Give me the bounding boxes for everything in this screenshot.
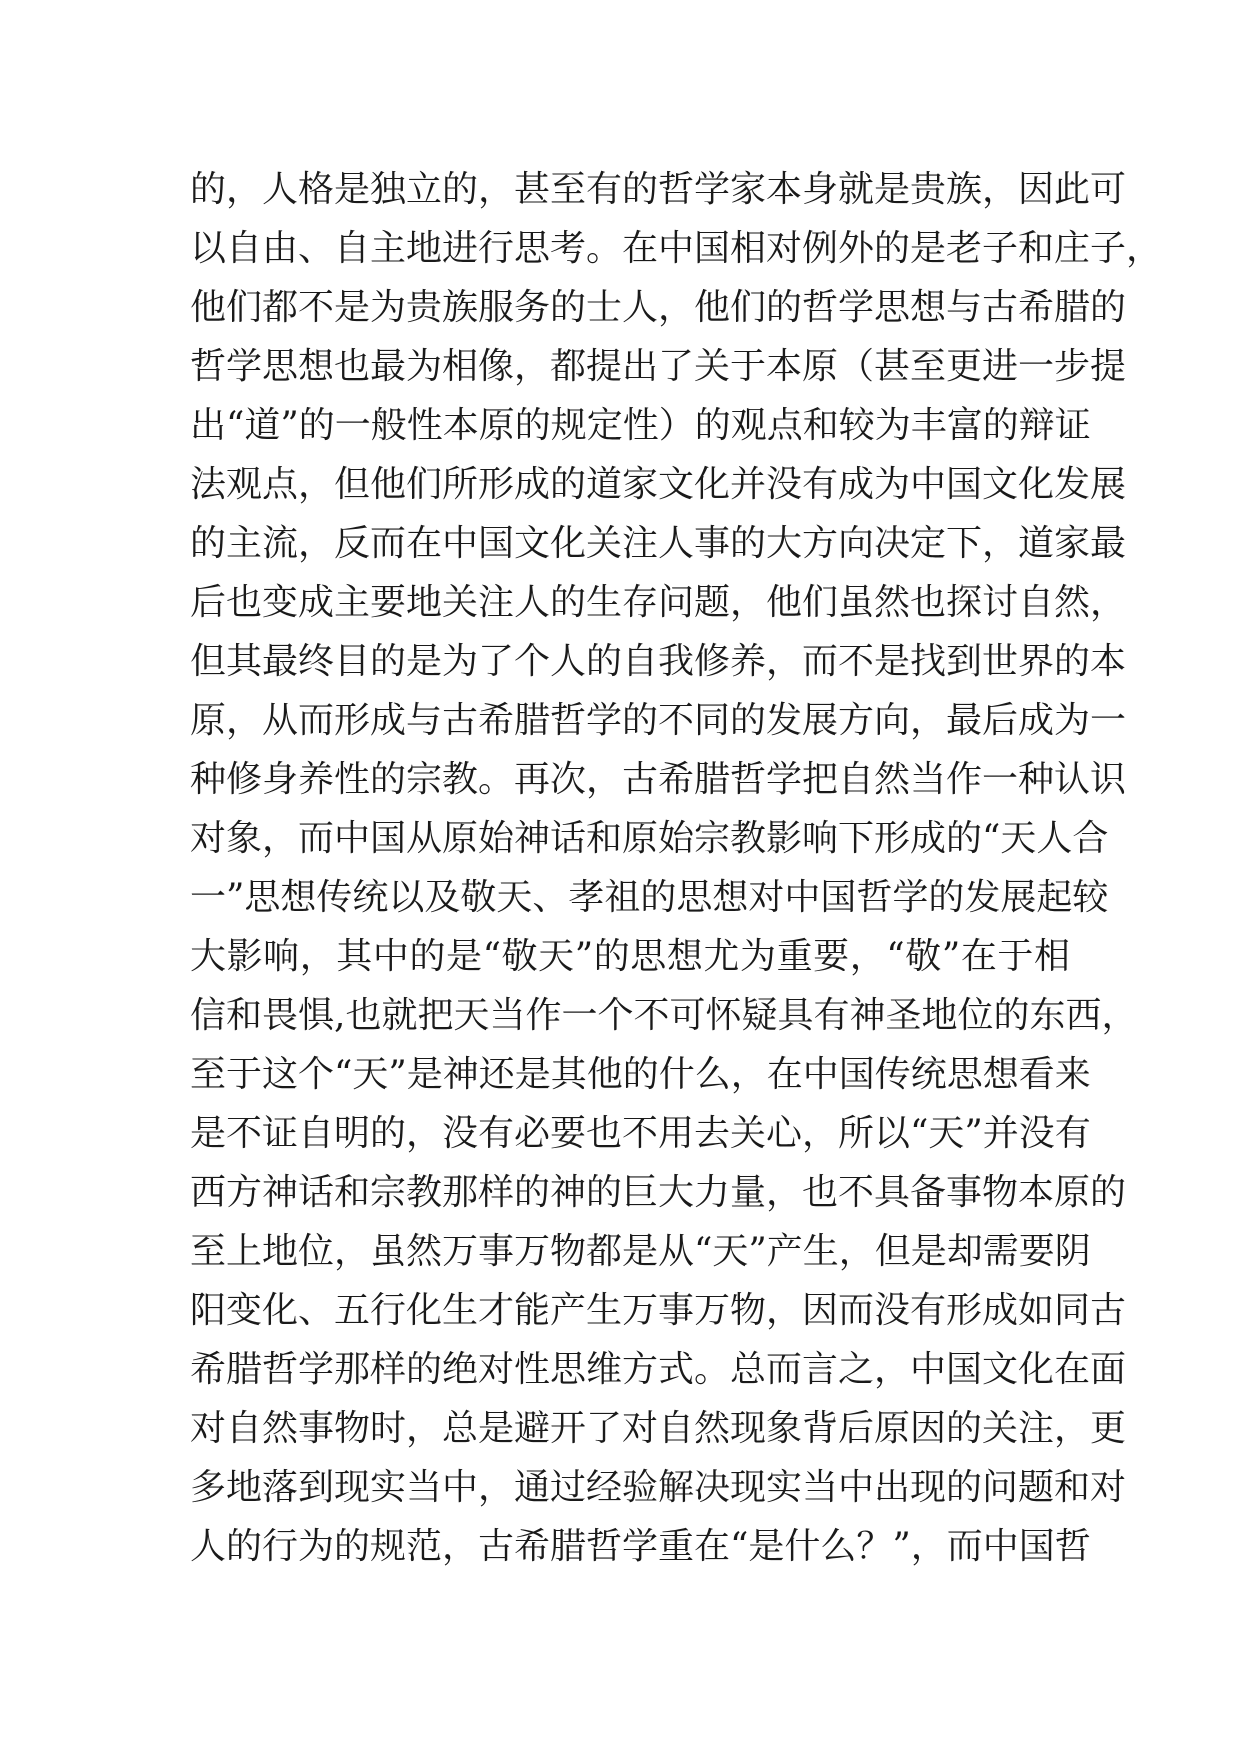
text-line: 信和畏惧,也就把天当作一个不可怀疑具有神圣地位的东西， bbox=[190, 995, 1138, 1036]
text-line: 出“道”的一般性本原的规定性）的观点和较为丰富的辩证 bbox=[190, 405, 1091, 446]
text-line: 法观点，但他们所形成的道家文化并没有成为中国文化发展 bbox=[190, 464, 1127, 505]
text-line: 他们都不是为贵族服务的士人，他们的哲学思想与古希腊的 bbox=[190, 287, 1127, 328]
text-line: 是不证自明的，没有必要也不用去关心，所以“天”并没有 bbox=[190, 1113, 1091, 1154]
text-line: 大影响，其中的是“敬天”的思想尤为重要，“敬”在于相 bbox=[190, 936, 1070, 977]
text-line: 至于这个“天”是神还是其他的什么，在中国传统思想看来 bbox=[190, 1054, 1091, 1095]
text-line: 的，人格是独立的，甚至有的哲学家本身就是贵族，因此可 bbox=[190, 169, 1127, 210]
text-line: 种修身养性的宗教。再次，古希腊哲学把自然当作一种认识 bbox=[190, 759, 1127, 800]
text-line: 阳变化、五行化生才能产生万事万物，因而没有形成如同古 bbox=[190, 1290, 1127, 1331]
text-line: 一”思想传统以及敬天、孝祖的思想对中国哲学的发展起较 bbox=[190, 877, 1109, 918]
text-line: 至上地位，虽然万事万物都是从“天”产生，但是却需要阴 bbox=[190, 1231, 1091, 1272]
text-line: 的主流，反而在中国文化关注人事的大方向决定下，道家最 bbox=[190, 523, 1127, 564]
text-line: 以自由、自主地进行思考。在中国相对例外的是老子和庄子， bbox=[190, 228, 1163, 269]
text-line: 西方神话和宗教那样的神的巨大力量，也不具备事物本原的 bbox=[190, 1172, 1127, 1213]
text-line: 原，从而形成与古希腊哲学的不同的发展方向，最后成为一 bbox=[190, 700, 1127, 741]
text-line: 对象，而中国从原始神话和原始宗教影响下形成的“天人合 bbox=[190, 818, 1109, 859]
body-text bbox=[190, 160, 1163, 1576]
text-line: 希腊哲学那样的绝对性思维方式。总而言之，中国文化在面 bbox=[190, 1349, 1127, 1390]
text-line: 后也变成主要地关注人的生存问题，他们虽然也探讨自然， bbox=[190, 582, 1127, 623]
text-line: 人的行为的规范，古希腊哲学重在“是什么？”，而中国哲 bbox=[190, 1526, 1091, 1567]
text-line: 对自然事物时，总是避开了对自然现象背后原因的关注，更 bbox=[190, 1408, 1127, 1449]
text-line: 多地落到现实当中，通过经验解决现实当中出现的问题和对 bbox=[190, 1467, 1127, 1508]
text-line: 哲学思想也最为相像，都提出了关于本原（甚至更进一步提 bbox=[190, 346, 1127, 387]
text-line: 但其最终目的是为了个人的自我修养，而不是找到世界的本 bbox=[190, 641, 1127, 682]
